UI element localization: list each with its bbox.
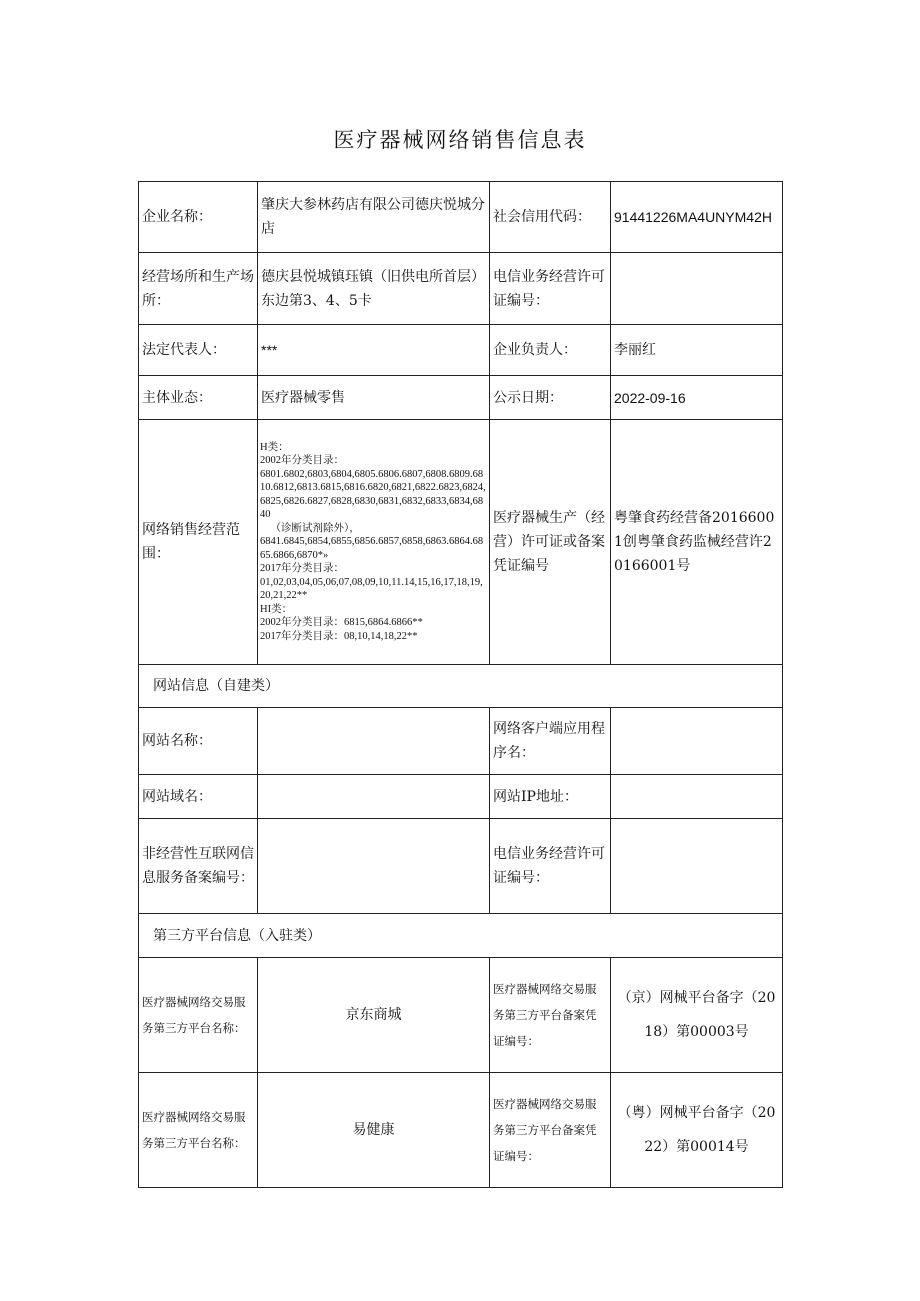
enterprise-name-value: 肇庆大参林药店有限公司德庆悦城分店 — [258, 182, 490, 253]
website-domain-value — [258, 775, 490, 819]
telecom-license-label: 电信业务经营许可证编号： — [490, 253, 611, 325]
telecom-license-value — [611, 253, 783, 325]
app-name-value — [611, 708, 783, 775]
app-name-label: 网络客户端应用程序名： — [490, 708, 611, 775]
row-legal — [139, 325, 783, 376]
row-address — [139, 253, 783, 325]
platform-record-value: （京）网械平台备字（2018）第00003号 — [611, 958, 783, 1073]
permit-label: 医疗器械生产（经营）许可证或备案凭证编号 — [490, 420, 611, 665]
permit-value: 粤肇食药经营备20166001创粤肇食药监械经营许20166001号 — [611, 420, 783, 665]
platform-record-value: （粤）网械平台备字（2022）第00014号 — [611, 1073, 783, 1188]
website-ip-label: 网站IP地址： — [490, 775, 611, 819]
row-website-section — [139, 665, 783, 708]
third-party-section-title: 第三方平台信息（入驻类） — [139, 914, 783, 958]
address-value: 德庆县悦城镇珏镇（旧供电所首层）东边第3、4、5卡 — [258, 253, 490, 325]
row-scope — [139, 420, 783, 665]
website-section-title: 网站信息（自建类） — [139, 665, 783, 708]
legal-rep-value: *** — [258, 325, 490, 376]
info-table — [138, 181, 783, 1188]
platform-record-label: 医疗器械网络交易服务第三方平台备案凭证编号： — [490, 1073, 611, 1188]
platform-record-label: 医疗器械网络交易服务第三方平台备案凭证编号： — [490, 958, 611, 1073]
manager-label: 企业负责人： — [490, 325, 611, 376]
row-business — [139, 376, 783, 420]
publish-date-value: 2022-09-16 — [611, 376, 783, 420]
platform-name-value: 易健康 — [258, 1073, 490, 1188]
website-telecom-value — [611, 819, 783, 914]
row-enterprise — [139, 182, 783, 253]
icp-label: 非经营性互联网信息服务备案编号： — [139, 819, 258, 914]
credit-code-label: 社会信用代码： — [490, 182, 611, 253]
row-platform — [139, 958, 783, 1073]
business-form-value: 医疗器械零售 — [258, 376, 490, 420]
row-platform — [139, 1073, 783, 1188]
row-third-party-section — [139, 914, 783, 958]
platform-name-label: 医疗器械网络交易服务第三方平台名称： — [139, 1073, 258, 1188]
platform-name-value: 京东商城 — [258, 958, 490, 1073]
website-domain-label: 网站域名： — [139, 775, 258, 819]
publish-date-label: 公示日期： — [490, 376, 611, 420]
enterprise-name-label: 企业名称： — [139, 182, 258, 253]
icp-value — [258, 819, 490, 914]
row-website-icp — [139, 819, 783, 914]
manager-value: 李丽红 — [611, 325, 783, 376]
scope-label: 网络销售经营范围： — [139, 420, 258, 665]
website-name-label: 网站名称： — [139, 708, 258, 775]
platform-name-label: 医疗器械网络交易服务第三方平台名称： — [139, 958, 258, 1073]
website-telecom-label: 电信业务经营许可证编号： — [490, 819, 611, 914]
website-ip-value — [611, 775, 783, 819]
page-title: 医疗器械网络销售信息表 — [333, 128, 587, 152]
scope-value: H类： 2002年分类目录： 6801.6802,6803,6804,6805.6806.6807,6808.6809.6810.6812,6813.6815,6816.6820,6821,6822.6823,6824,6825,6826.6827,6828,6830,6831,6832,6833,6834,6840 （诊断试剂除外）， 6841.6845,6854,6855,6856.6857,6858,6863.6864.6865.6866,6870*» 2017年分类目录： 01,02,03,04,05,06,07,08,09,10,11.14,15,16,17,18,19,20,21,22** HI类： 2002年分类目录：6815,6864.6866** 2017年分类目录：08,10,14,18,22** — [258, 420, 490, 665]
legal-rep-label: 法定代表人： — [139, 325, 258, 376]
credit-code-value: 91441226MA4UNYM42H — [611, 182, 783, 253]
row-website-domain — [139, 775, 783, 819]
website-name-value — [258, 708, 490, 775]
row-website-name — [139, 708, 783, 775]
business-form-label: 主体业态： — [139, 376, 258, 420]
address-label: 经营场所和生产场所： — [139, 253, 258, 325]
